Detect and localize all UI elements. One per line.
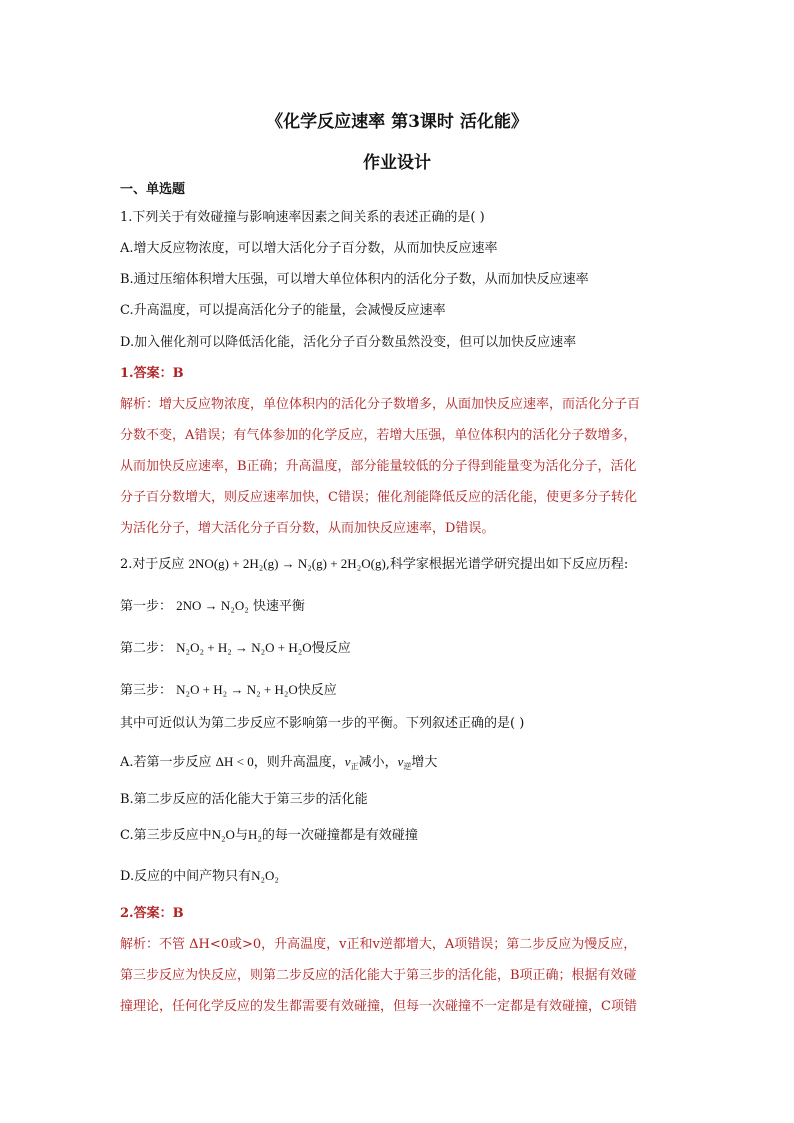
q1-option-a: A.增大反应物浓度，可以增大活化分子百分数，从而加快反应速率 <box>120 241 498 256</box>
q2-option-a <box>120 752 437 774</box>
option-text: 增大 <box>411 755 438 770</box>
enthalpy-condition: ΔH < 0 <box>215 754 254 769</box>
q1-stem: 1.下列关于有效碰撞与影响速率因素之间关系的表述正确的是( ) <box>120 210 485 225</box>
reverse-rate-subscript: 逆 <box>403 762 412 771</box>
reverse-rate-symbol: v <box>397 754 404 769</box>
step-equation: 2NO → N₂O₂ <box>176 598 249 613</box>
q1-option-d: D.加入催化剂可以降低活化能，活化分子百分数虽然没变，但可以加快反应速率 <box>120 335 577 350</box>
q2-stem <box>120 554 628 575</box>
q2-step-3 <box>120 680 337 701</box>
q2-option-b: B.第二步反应的活化能大于第三步的活化能 <box>120 792 368 807</box>
option-text: D.反应的中间产物只有 <box>120 869 252 884</box>
q2-step-1 <box>120 596 305 617</box>
step-note: 慢反应 <box>311 641 351 656</box>
step-label: 第一步： <box>120 599 173 614</box>
option-text: ，则升高温度， <box>253 755 345 770</box>
q2-stem-pre: 2.对于反应 <box>120 557 185 572</box>
q1-analysis-line: 解析：增大反应物浓度，单位体积内的活化分子数增多，从面加快反应速率，而活化分子百 <box>120 397 641 412</box>
option-text: 的每一次碰撞都是有效碰撞 <box>261 828 418 843</box>
step-equation: N₂O + H₂ → N₂ + H₂O <box>176 682 298 697</box>
q1-option-c: C.升高温度，可以提高活化分子的能量，会减慢反应速率 <box>120 303 446 318</box>
document-title: 《化学反应速率 第3课时 活化能》 <box>266 112 528 132</box>
species-formula: N₂O <box>211 827 235 842</box>
q1-analysis-line: 分数不变，A错误；有气体参加的化学反应，若增大压强，单位体积内的活化分子数增多， <box>120 428 637 443</box>
forward-rate-subscript: 正 <box>350 762 359 771</box>
q2-analysis-line: 解析：不管 ΔH<0或>0，升高温度，v正和v逆都增大，A项错误；第二步反应为慢反应， <box>120 937 637 952</box>
q2-answer: 2.答案：B <box>120 906 184 921</box>
species-formula: H₂ <box>247 827 262 842</box>
option-text: A.若第一步反应 <box>120 755 212 770</box>
q2-analysis-line: 第三步反应为快反应，则第二步反应的活化能大于第三步的活化能，B项正确；根据有效碰 <box>120 968 637 983</box>
option-text: 与 <box>234 828 248 843</box>
step-note: 快反应 <box>297 683 337 698</box>
step-label: 第三步： <box>120 683 173 698</box>
q1-analysis-line: 为活化分子，增大活化分子百分数，从而加快反应速率，D错误。 <box>120 521 495 536</box>
step-label: 第二步： <box>120 641 173 656</box>
step-equation: N₂O₂ + H₂ → N₂O + H₂O <box>176 640 312 655</box>
q2-step-2 <box>120 638 351 659</box>
q1-option-b: B.通过压缩体积增大压强，可以增大单位体积内的活化分子数，从而加快反应速率 <box>120 272 589 287</box>
species-formula: N₂O₂ <box>251 868 279 883</box>
q2-analysis-line: 撞理论，任何化学反应的发生都需要有效碰撞，但每一次碰撞不一定都是有效碰撞，C项错 <box>120 999 637 1014</box>
q1-analysis-line: 从而加快反应速率，B正确；升高温度，部分能量较低的分子得到能量变为活化分子，活化 <box>120 459 637 474</box>
step-note: 快速平衡 <box>252 599 305 614</box>
q2-stem-post: ,科学家根据光谱学研究提出如下反应历程: <box>385 557 629 572</box>
document-subtitle: 作业设计 <box>363 153 431 173</box>
section-heading: 一、单选题 <box>120 182 186 197</box>
q1-analysis-line: 分子百分数增大，则反应速率加快，C错误；催化剂能降低反应的活化能，使更多分子转化 <box>120 490 637 505</box>
q2-option-d <box>120 866 279 887</box>
q2-option-c <box>120 825 418 846</box>
option-text: C.第三步反应中 <box>120 828 212 843</box>
forward-rate-symbol: v <box>344 754 351 769</box>
q2-assumption: 其中可近似认为第二步反应不影响第一步的平衡。下列叙述正确的是( ) <box>120 716 525 731</box>
option-text: 减小， <box>358 755 398 770</box>
q2-reaction-equation: 2NO(g) + 2H₂(g) → N₂(g) + 2H₂O(g) <box>188 556 386 571</box>
q1-answer: 1.答案：B <box>120 366 184 381</box>
